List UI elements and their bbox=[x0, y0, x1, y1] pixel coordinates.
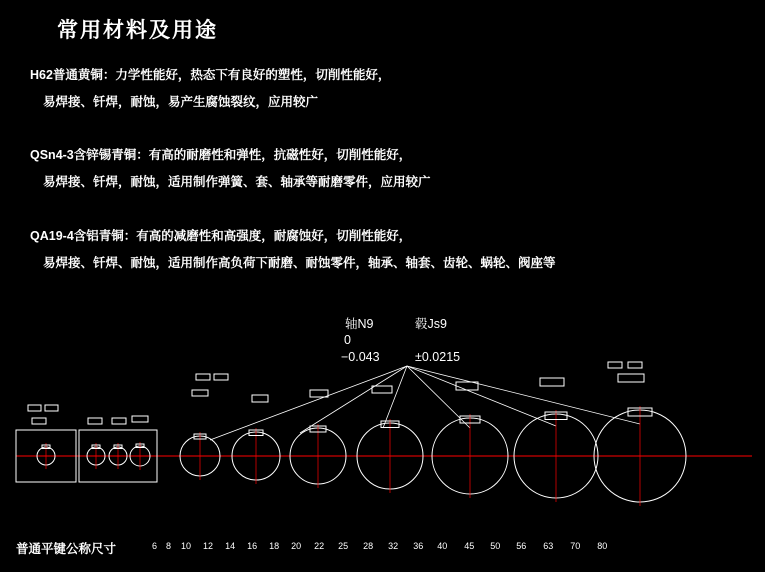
bottom-size-value: 45 bbox=[464, 541, 475, 551]
bottom-size-value: 10 bbox=[181, 541, 192, 551]
keyway-drawing-svg bbox=[0, 300, 765, 572]
bottom-size-value: 56 bbox=[516, 541, 527, 551]
annotation-hub-label: 毂Js9 bbox=[415, 317, 447, 331]
bottom-size-value: 18 bbox=[269, 541, 280, 551]
paragraph-qal94-line-1: QA19-4含铝青铜：有高的减磨性和高强度，耐腐蚀好，切削性能好， bbox=[30, 229, 412, 243]
annotation-shaft-tol-upper: 0 bbox=[344, 333, 351, 347]
paragraph-qal94-line-2: 易焊接、钎焊、耐蚀，适用制作高负荷下耐磨、耐蚀零件，轴承、轴套、齿轮、蜗轮、阀座等 bbox=[43, 256, 556, 270]
bottom-size-value: 40 bbox=[437, 541, 448, 551]
paragraph-h62-line-2: 易焊接、钎焊，耐蚀，易产生腐蚀裂纹，应用较广 bbox=[43, 95, 319, 109]
bottom-size-value: 50 bbox=[490, 541, 501, 551]
annotation-shaft-label: 轴N9 bbox=[345, 317, 374, 331]
bottom-size-value: 16 bbox=[247, 541, 258, 551]
keyway-drawing bbox=[0, 300, 765, 572]
page-title: 常用材料及用途 bbox=[57, 19, 218, 42]
annotation-shaft-tol-lower: −0.043 bbox=[341, 350, 380, 364]
paragraph-qsn43-line-1: QSn4-3含锌锡青铜：有高的耐磨性和弹性，抗磁性好，切削性能好， bbox=[30, 148, 412, 162]
paragraph-h62-line-1: H62普通黄铜：力学性能好，热态下有良好的塑性，切削性能好， bbox=[30, 68, 391, 82]
bottom-size-value: 36 bbox=[413, 541, 424, 551]
bottom-size-value: 28 bbox=[363, 541, 374, 551]
paragraph-qsn43 bbox=[30, 145, 431, 190]
bottom-size-value: 8 bbox=[166, 541, 172, 551]
bottom-size-value: 32 bbox=[388, 541, 399, 551]
bottom-size-value: 80 bbox=[597, 541, 608, 551]
annotation-hub-tol: ±0.0215 bbox=[415, 350, 461, 364]
bottom-size-value: 12 bbox=[203, 541, 214, 551]
bottom-size-value: 63 bbox=[543, 541, 554, 551]
paragraph-qsn43-line-2: 易焊接、钎焊，耐蚀，适用制作弹簧、套、轴承等耐磨零件，应用较广 bbox=[43, 175, 431, 189]
bottom-size-value: 70 bbox=[570, 541, 581, 551]
bottom-size-value: 20 bbox=[291, 541, 302, 551]
paragraph-qal94 bbox=[30, 226, 556, 271]
bottom-label: 普通平键公称尺寸 bbox=[16, 542, 117, 556]
paragraph-h62 bbox=[30, 65, 390, 110]
bottom-size-value: 6 bbox=[152, 541, 158, 551]
bottom-size-value: 14 bbox=[225, 541, 236, 551]
bottom-size-series bbox=[152, 541, 607, 551]
bottom-size-value: 25 bbox=[338, 541, 349, 551]
bottom-size-value: 22 bbox=[314, 541, 325, 551]
leader-lines bbox=[210, 366, 640, 440]
